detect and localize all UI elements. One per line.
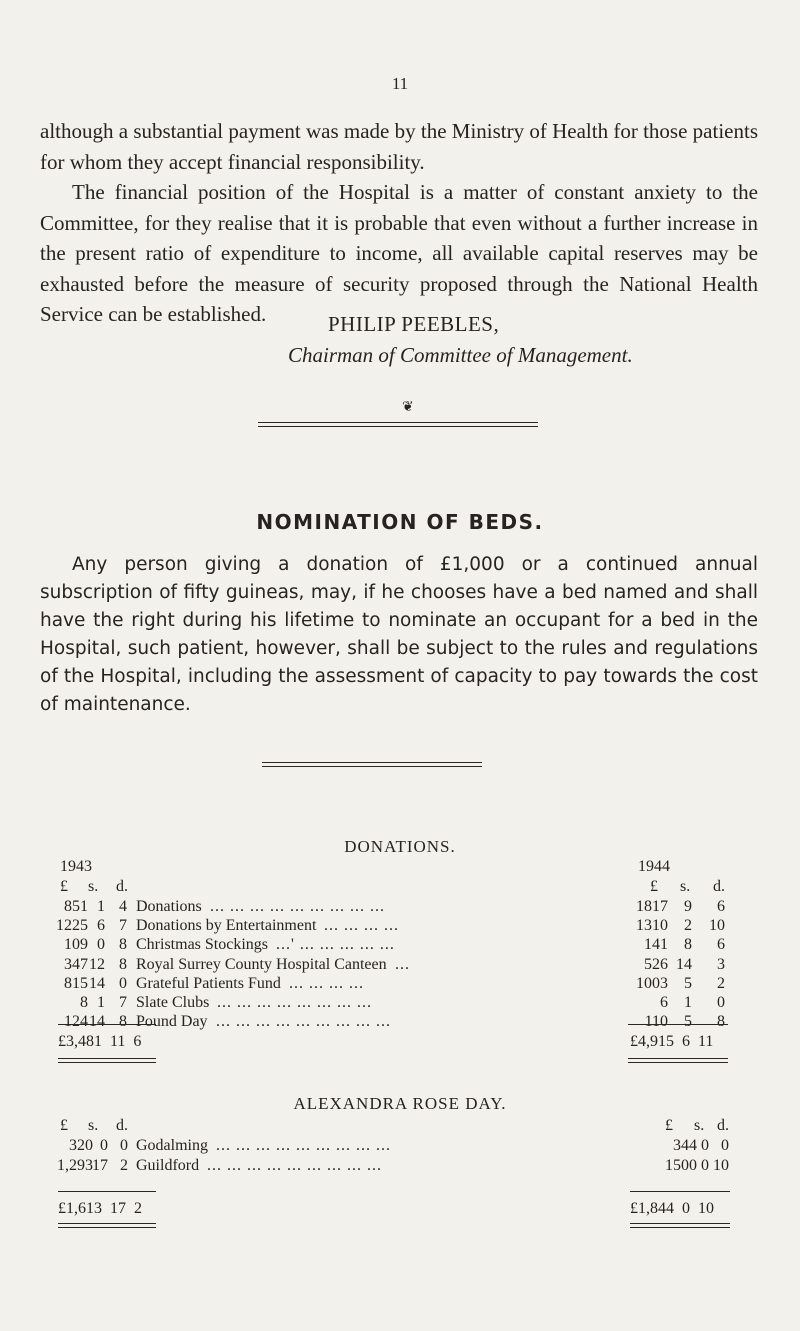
amount-1944-pounds: 526 bbox=[644, 955, 668, 973]
pence-header: d. bbox=[713, 878, 725, 895]
amount-1943-pence: 7 bbox=[119, 917, 127, 935]
year-1943: 1943 bbox=[60, 858, 92, 875]
signature-name: PHILIP PEEBLES, bbox=[328, 312, 500, 336]
pounds-header: £ bbox=[60, 1117, 68, 1134]
amount-1944-shillings: 5 bbox=[684, 974, 692, 992]
divider bbox=[628, 1058, 728, 1063]
nomination-heading: NOMINATION OF BEDS. bbox=[256, 510, 544, 534]
dot-leader: ... bbox=[395, 955, 410, 973]
row-label: Donations bbox=[136, 898, 202, 915]
paragraph: although a substantial payment was made by the Ministry of Health for those patients for whom they accept financial responsibility. bbox=[40, 119, 758, 174]
dot-leader: ... ... ... ... bbox=[289, 974, 364, 992]
amount-1943-shillings: 6 bbox=[97, 917, 105, 935]
dot-leader: ... ... ... ... bbox=[324, 917, 399, 935]
dot-leader: ...' ... ... ... ... ... bbox=[276, 936, 395, 954]
amount-1944-pence: 2 bbox=[717, 974, 725, 992]
amount-left-pence: 2 bbox=[120, 1156, 128, 1174]
total-rule bbox=[58, 1191, 156, 1192]
total-1943: £3,481 11 6 bbox=[58, 1033, 142, 1050]
paragraph: Any person giving a donation of £1,000 or a continued annual subscription of fifty guineas, may, if he chooses have a bed named and shall have the right during his lifetime to nominate an occupant for a bed in the Hospital, such patient, however, shall be subject to the rules and regulations of the Hospital, including the assessment of capacity to pay towards the cost of maintenance. bbox=[40, 554, 758, 715]
amount-1944-pence: 0 bbox=[717, 994, 725, 1011]
amount-1943-shillings: 1 bbox=[97, 898, 105, 915]
row-label: Godalming bbox=[136, 1137, 208, 1154]
fleuron-ornament: ❦ bbox=[402, 400, 414, 415]
shillings-header: s. bbox=[88, 878, 99, 895]
amount-1944-pence: 6 bbox=[717, 936, 725, 954]
amount-1943-shillings: 1 bbox=[97, 994, 105, 1011]
amount-1943-shillings: 0 bbox=[97, 936, 105, 954]
amount-1944-pence: 6 bbox=[717, 898, 725, 915]
amount-1944-shillings: 5 bbox=[684, 1013, 692, 1031]
dot-leader: ... ... ... ... ... ... ... ... ... bbox=[210, 898, 385, 915]
total-rule bbox=[630, 1191, 730, 1192]
row-label: Grateful Patients Fund bbox=[136, 974, 281, 992]
amount-1943-pence: 8 bbox=[119, 955, 127, 973]
amount-1943-pounds: 109 bbox=[64, 936, 88, 954]
amount-1943-pence: 8 bbox=[119, 936, 127, 954]
amount-1944-shillings: 14 bbox=[676, 955, 692, 973]
amount-left-pounds: 320 bbox=[69, 1137, 93, 1154]
amount-1943-pence: 8 bbox=[119, 1013, 127, 1031]
amount-right-pounds: 1500 bbox=[665, 1156, 697, 1174]
amount-1943-pence: 4 bbox=[119, 898, 127, 915]
row-label: Slate Clubs bbox=[136, 994, 210, 1011]
pence-header: d. bbox=[116, 878, 128, 895]
amount-1944-shillings: 2 bbox=[684, 917, 692, 935]
amount-1944-pounds: 6 bbox=[660, 994, 668, 1011]
shillings-header: s. bbox=[680, 878, 691, 895]
amount-left-shillings: 17 bbox=[92, 1156, 108, 1174]
dot-leader: ... ... ... ... ... ... ... ... ... bbox=[216, 1013, 391, 1031]
pounds-header: £ bbox=[650, 878, 658, 895]
amount-left-pence: 0 bbox=[120, 1137, 128, 1154]
amount-1944-shillings: 9 bbox=[684, 898, 692, 915]
pounds-header: £ bbox=[60, 878, 68, 895]
pounds-header: £ bbox=[665, 1117, 673, 1134]
row-label: Guildford bbox=[136, 1156, 200, 1174]
amount-right-pence: 10 bbox=[713, 1156, 729, 1174]
amount-1943-shillings: 14 bbox=[89, 1013, 105, 1031]
amount-1943-shillings: 14 bbox=[89, 974, 105, 992]
amount-1943-pence: 0 bbox=[119, 974, 127, 992]
amount-1943-pence: 7 bbox=[119, 994, 127, 1011]
year-1944: 1944 bbox=[638, 858, 670, 875]
amount-1944-pence: 10 bbox=[709, 917, 725, 935]
signature-title: Chairman of Committee of Management. bbox=[288, 343, 633, 367]
amount-1944-pence: 3 bbox=[717, 955, 725, 973]
dot-leader: ... ... ... ... ... ... ... ... bbox=[217, 994, 372, 1011]
amount-1944-pence: 8 bbox=[717, 1013, 725, 1031]
amount-1943-shillings: 12 bbox=[89, 955, 105, 973]
total-rule bbox=[628, 1024, 728, 1025]
amount-1943-pounds: 347 bbox=[64, 955, 88, 973]
amount-1944-pounds: 110 bbox=[644, 1013, 668, 1031]
amount-right-pounds: 344 bbox=[673, 1137, 697, 1154]
shillings-header: s. bbox=[694, 1117, 705, 1134]
amount-right-shillings: 0 bbox=[701, 1137, 709, 1154]
amount-1944-pounds: 141 bbox=[644, 936, 668, 954]
amount-1943-pounds: 8 bbox=[80, 994, 88, 1011]
row-label: Christmas Stockings bbox=[136, 936, 269, 954]
row-label: Pound Day bbox=[136, 1013, 208, 1031]
amount-right-shillings: 0 bbox=[701, 1156, 709, 1174]
row-label: Donations by Entertainment bbox=[136, 917, 317, 935]
amount-1944-pounds: 1003 bbox=[636, 974, 668, 992]
pence-header: d. bbox=[717, 1117, 729, 1134]
amount-right-pence: 0 bbox=[721, 1137, 729, 1154]
donations-title: DONATIONS. bbox=[344, 837, 456, 856]
total-left: £1,613 17 2 bbox=[58, 1200, 142, 1217]
amount-1943-pounds: 1225 bbox=[56, 917, 88, 935]
total-1944: £4,915 6 11 bbox=[630, 1033, 714, 1050]
amount-1943-pounds: 815 bbox=[64, 974, 88, 992]
divider bbox=[58, 1058, 156, 1063]
amount-left-pounds: 1,293 bbox=[57, 1156, 93, 1174]
shillings-header: s. bbox=[88, 1117, 99, 1134]
amount-1944-pounds: 1817 bbox=[636, 898, 668, 915]
page-number: 11 bbox=[391, 74, 409, 93]
divider bbox=[58, 1223, 156, 1228]
amount-1943-pounds: 851 bbox=[64, 898, 88, 915]
pence-header: d. bbox=[116, 1117, 128, 1134]
total-rule bbox=[58, 1024, 156, 1025]
paragraph: The financial position of the Hospital is a matter of constant anxiety to the Committee, for they realise that it is probable that even without a further increase in the present ratio of expenditure to income, all available capital reserves may be exhausted before the measure of security proposed through the National Health Service can be established. bbox=[40, 180, 758, 326]
amount-1943-pounds: 124 bbox=[64, 1013, 88, 1031]
rose-day-title: ALEXANDRA ROSE DAY. bbox=[293, 1094, 507, 1113]
row-label: Royal Surrey County Hospital Canteen bbox=[136, 955, 387, 973]
amount-1944-shillings: 1 bbox=[684, 994, 692, 1011]
amount-1944-pounds: 1310 bbox=[636, 917, 668, 935]
amount-1944-shillings: 8 bbox=[684, 936, 692, 954]
dot-leader: ... ... ... ... ... ... ... ... ... bbox=[216, 1137, 391, 1154]
amount-left-shillings: 0 bbox=[100, 1137, 108, 1154]
dot-leader: ... ... ... ... ... ... ... ... ... bbox=[207, 1156, 382, 1174]
total-right: £1,844 0 10 bbox=[630, 1200, 714, 1217]
divider bbox=[630, 1223, 730, 1228]
